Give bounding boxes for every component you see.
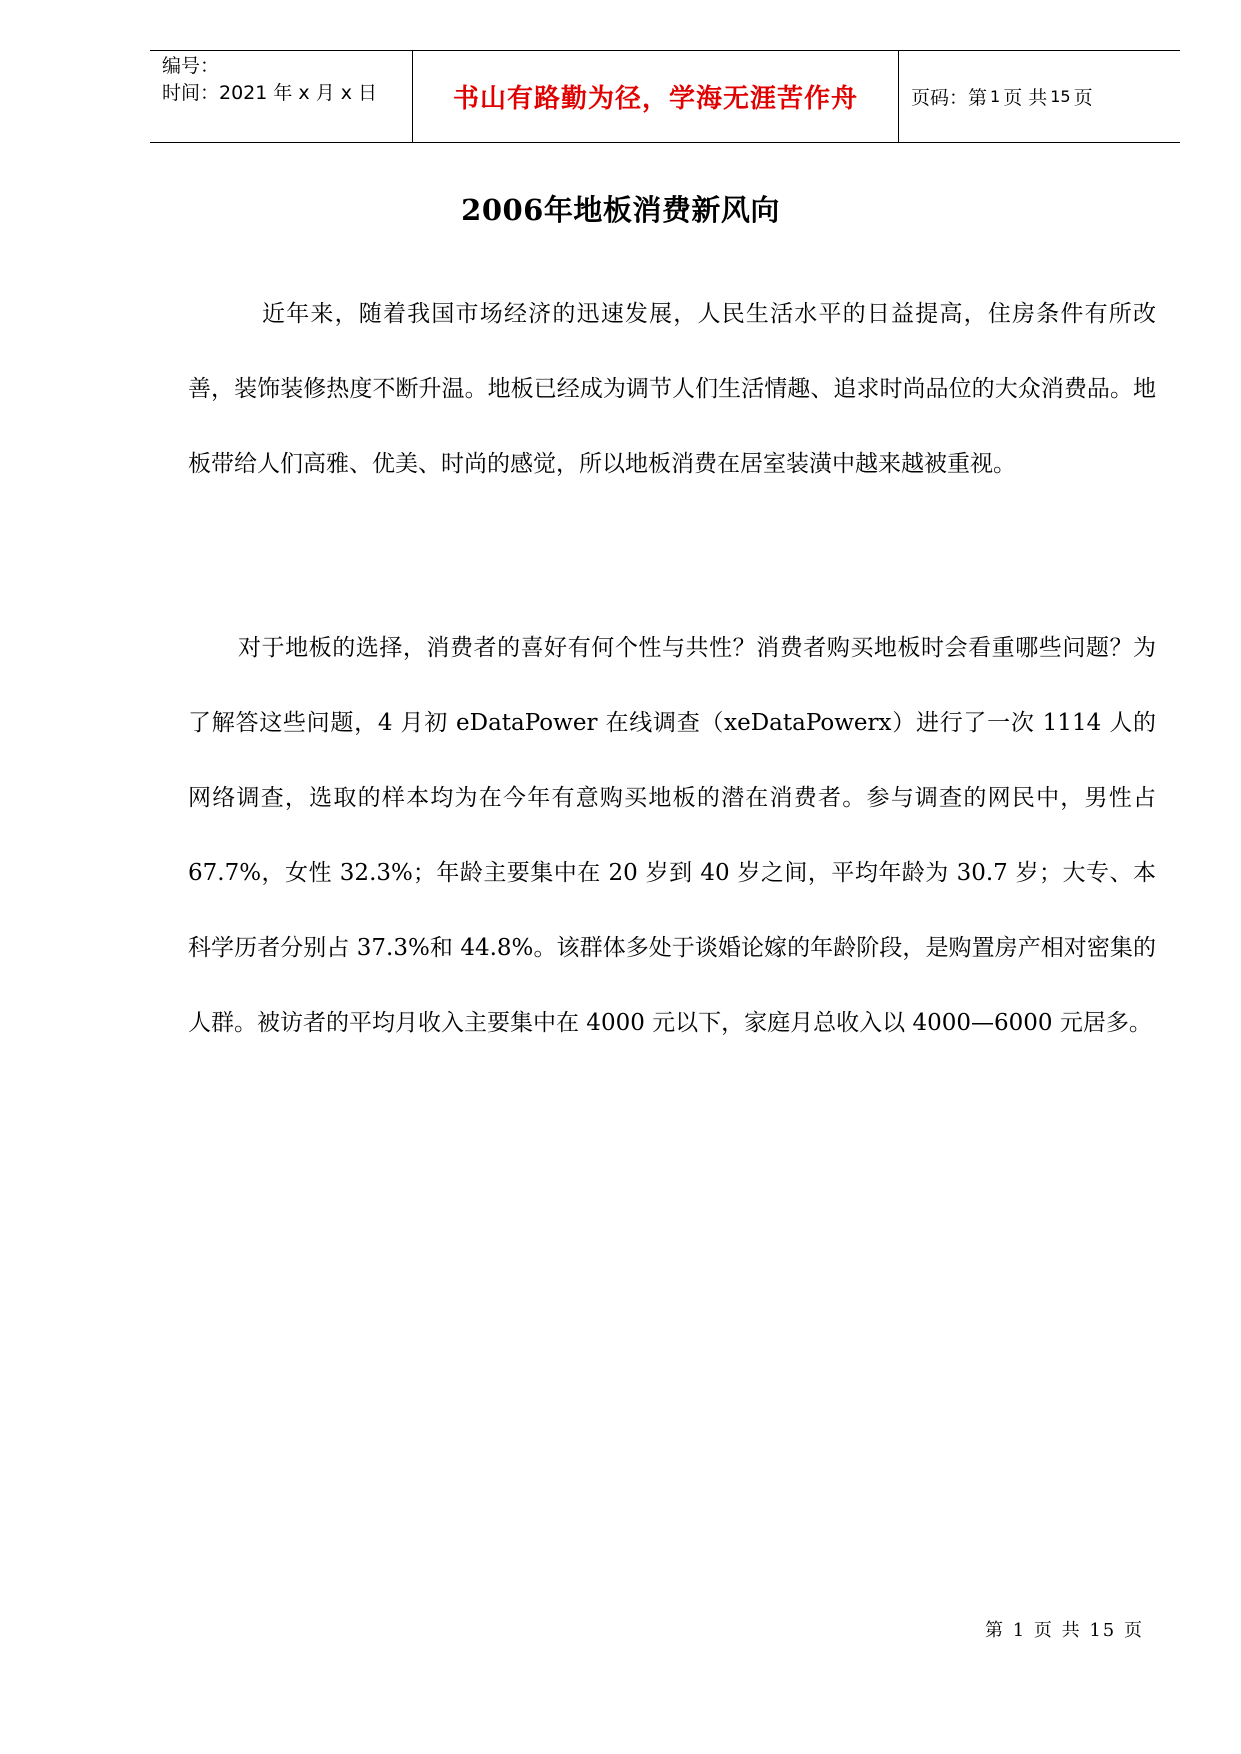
header-page-suffix: 页: [1073, 87, 1093, 109]
header-page-middle: 页 共: [1003, 87, 1048, 109]
header-motto: 书山有路勤为径，学海无涯苦作舟: [452, 84, 858, 114]
header-page-current: 1: [990, 87, 1001, 106]
header-page-prefix: 页码：第: [911, 87, 988, 109]
header-motto-cell: [412, 51, 899, 142]
document-title: 2006年地板消费新风向: [461, 193, 780, 227]
header-meta-cell: [150, 51, 412, 142]
header-page-cell: [899, 51, 1180, 142]
document-date-label: 时间：2021 年 x 月 x 日: [162, 82, 378, 104]
page-footer: 第 1 页 共 15 页: [985, 1620, 1144, 1641]
body-paragraph-1: 近年来，随着我国市场经济的迅速发展，人民生活水平的日益提高，住房条件有所改善，装饰装修热度不断升温。地板已经成为调节人们生活情趣、追求时尚品位的大众消费品。地板带给人们高雅、优美、时尚的感觉，所以地板消费在居室装潢中越来越被重视。: [188, 301, 1156, 477]
document-number-label: 编号：: [162, 55, 220, 77]
header-page-total: 15: [1050, 87, 1071, 106]
page-header: [150, 50, 1180, 143]
body-paragraph-2: 对于地板的选择，消费者的喜好有何个性与共性？消费者购买地板时会看重哪些问题？为了解答这些问题，4 月初 eDataPower 在线调查（xeDataPowerx）进行了一次 1114 人的网络调查，选取的样本均为在今年有意购买地板的潜在消费者。参与调查的网民中，男性占 67.7%，女性 32.3%；年龄主要集中在 20 岁到 40 岁之间，平均年龄为 30.7 岁；大专、本科学历者分别占 37.3%和 44.8%。该群体多处于谈婚论嫁的年龄阶段，是购置房产相对密集的人群。被访者的平均月收入主要集中在 4000 元以下，家庭月总收入以 4000—6000 元居多。: [188, 635, 1156, 1036]
